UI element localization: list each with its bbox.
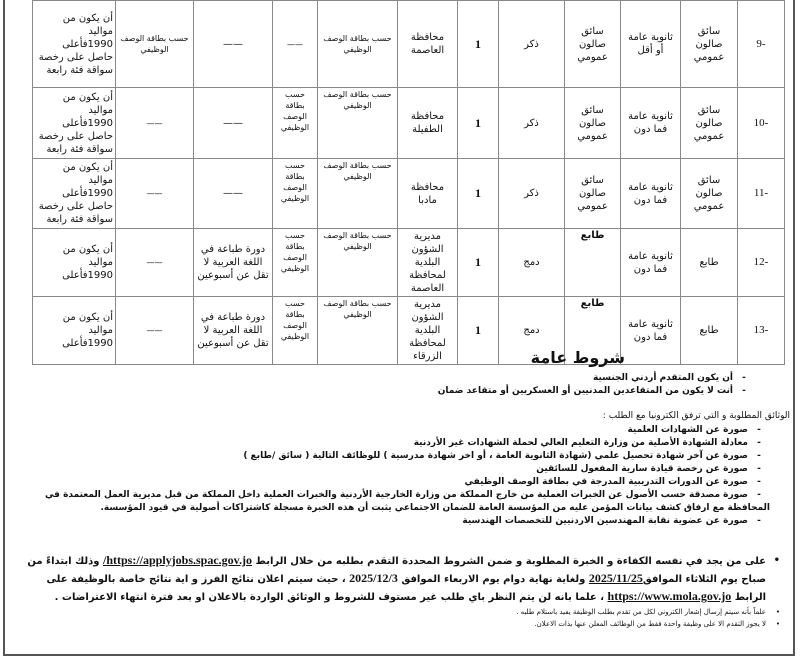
qualification: ثانوية عامة أو أقل [621, 1, 681, 88]
job-title: سائق صالون عمومي [681, 1, 738, 88]
training: —— [273, 1, 318, 88]
conditions: أن يكون من مواليد 1990فأعلى [33, 297, 116, 365]
row-number: -10 [738, 88, 785, 159]
requirements: —— [116, 88, 194, 159]
notice [15, 552, 780, 630]
vacancy-count: 1 [458, 1, 499, 88]
qualification: ثانوية عامة فما دون [621, 297, 681, 365]
mola-link[interactable]: https://www.mola.gov.jo [607, 589, 732, 603]
location: محافظة مادبا [398, 159, 458, 229]
experience: حسب بطاقة الوصف الوظيفي [318, 88, 398, 159]
location: محافظة الطفيلة [398, 88, 458, 159]
conditions: أن يكون من مواليد 1990فأعلى [33, 229, 116, 297]
courses: دورة طباعة في اللغة العربية لا تقل عن أسبوعين [194, 297, 273, 365]
training: حسب بطاقة الوصف الوظيفي [273, 88, 318, 159]
experience: حسب بطاقة الوصف الوظيفي [318, 159, 398, 229]
document-item: - صورة عن آخر شهادة تحصيل علمي (شهادة الثانوية العامة ، أو اخر شهادة مدرسية ) للوظائف التالية ( سائق /طابع ) [10, 450, 770, 463]
job-title: سائق صالون عمومي [681, 88, 738, 159]
document-item: - صورة عن رخصة قيادة سارية المفعول للسائقين [10, 463, 770, 476]
requirements: —— [116, 229, 194, 297]
courses: —— [194, 88, 273, 159]
specialization: طابع [565, 297, 621, 365]
table-row [33, 88, 785, 159]
training: حسب بطاقة الوصف الوظيفي [273, 297, 318, 365]
requirements: —— [116, 159, 194, 229]
specialization: طابع [565, 229, 621, 297]
job-title: طابع [681, 229, 738, 297]
qualification: ثانوية عامة فما دون [621, 88, 681, 159]
document-item: - معادلة الشهادة الأصلية من وزارة التعليم العالي لحملة الشهادات غير الأردنية [10, 437, 770, 450]
note-item: • علماً بأنه سيتم إرسال إشعار الكتروني لكل من تقدم بطلب الوظيفة يفيد باستلام طلبه . [15, 606, 780, 618]
training: حسب بطاقة الوصف الوظيفي [273, 229, 318, 297]
experience: حسب بطاقة الوصف الوظيفي [318, 1, 398, 88]
application-notice [15, 552, 780, 606]
courses: —— [194, 159, 273, 229]
table-row [33, 297, 785, 365]
courses: —— [194, 1, 273, 88]
jobs-table [32, 0, 785, 365]
general-conditions [438, 372, 755, 398]
condition-item: - أن يكون المتقدم أردني الجنسية [438, 372, 755, 385]
gender: ذكر [499, 1, 565, 88]
gender: دمج [499, 297, 565, 365]
row-number: -12 [738, 229, 785, 297]
notice-text: وذلك ابتداءً من صباح يوم الثلاثاء الموافق [27, 556, 766, 585]
job-title: سائق صالون عمومي [681, 159, 738, 229]
general-conditions-title: شروط عامة [530, 348, 625, 367]
experience: حسب بطاقة الوصف الوظيفي [318, 297, 398, 365]
start-date: 2025/11/25 [588, 571, 643, 585]
notice-text: على من يجد في نفسه الكفاءة و الخبرة المطلوبة و ضمن الشروط المحددة التقدم بطلبه من خلال الرابط [255, 556, 766, 567]
gender: ذكر [499, 88, 565, 159]
table-row [33, 159, 785, 229]
condition-item: - أنت لا يكون من المتقاعدين المدنيين أو العسكريين أو متقاعد ضمان [438, 385, 755, 398]
document-item: - صورة عن الدورات التدريبية المدرجة في بطاقة الوصف الوظيفي [10, 476, 770, 489]
apply-link[interactable]: https://applyjobs.spac.gov.jo/ [102, 553, 253, 567]
vacancy-count: 1 [458, 88, 499, 159]
gender: ذكر [499, 159, 565, 229]
location: مديرية الشؤون البلدية لمحافظة الزرقاء [398, 297, 458, 365]
document-item: - صورة عن عضوية نقابة المهندسين الاردنيين للتخصصات الهندسية [10, 515, 770, 528]
row-number: -9 [738, 1, 785, 88]
notice-text: ، حيث سيتم اعلان نتائج الفرز و اية نتائج خاصة بالوظيفة على الرابط [46, 574, 766, 603]
conditions: أن يكون من مواليد 1990فأعلى حاصل على رخصة سواقة فئة رابعة [33, 1, 116, 88]
specialization: سائق صالون عمومي [565, 1, 621, 88]
end-date: 2025/12/3 [349, 571, 398, 585]
conditions: أن يكون من مواليد 1990فأعلى حاصل على رخصة سواقة فئة رابعة [33, 159, 116, 229]
required-documents [10, 408, 790, 528]
row-number: -13 [738, 297, 785, 365]
location: محافظة العاصمة [398, 1, 458, 88]
training: حسب بطاقة الوصف الوظيفي [273, 159, 318, 229]
table-row [33, 1, 785, 88]
courses: دورة طباعة في اللغة العربية لا تقل عن أسبوعين [194, 229, 273, 297]
document-item: - صورة عن الشهادات العلمية [10, 424, 770, 437]
vacancy-count: 1 [458, 229, 499, 297]
experience: حسب بطاقة الوصف الوظيفي [318, 229, 398, 297]
location: مديرية الشؤون البلدية لمحافظة العاصمة [398, 229, 458, 297]
vacancy-count: 1 [458, 297, 499, 365]
document-item: - صورة مصدقة حسب الأصول عن الخبرات العملية من خارج المملكة من وزارة الخارجية الأردنية والخبرات العملية داخل المملكة من قبل مديرية العمل المعتمدة في المحافظة مع ارفاق كشف بيانات المؤمن عليه من المؤسسة العامة للضمان الاجتماعي يثبت أن هذه الخبرة مسجلة كاشتراكات أصولية في قيود المؤسسة. [10, 489, 770, 515]
documents-intro: الوثائق المطلوبة و التي ترفق الكترونيا مع الطلب : [602, 411, 790, 421]
specialization: سائق صالون عمومي [565, 159, 621, 229]
qualification: ثانوية عامة فما دون [621, 229, 681, 297]
specialization: سائق صالون عمومي [565, 88, 621, 159]
note-item: • لا يجوز التقدم الا على وظيفة واحدة فقط من الوظائف المعلن عنها بذات الاعلان. [15, 618, 780, 630]
vacancy-count: 1 [458, 159, 499, 229]
conditions: أن يكون من مواليد 1990فأعلى حاصل على رخصة سواقة فئة رابعة [33, 88, 116, 159]
job-title: طابع [681, 297, 738, 365]
gender: دمج [499, 229, 565, 297]
notice-text: ولغاية نهاية دوام يوم الاربعاء الموافق [401, 574, 586, 585]
requirements: حسب بطاقة الوصف الوظيفي [116, 1, 194, 88]
notice-text: ، علما بانه لن يتم النظر باي طلب غير مستوف للشروط و الوثائق الواردة بالاعلان او بعد فترة انتهاء الاعتراضات . [54, 592, 605, 603]
requirements: —— [116, 297, 194, 365]
table-row [33, 229, 785, 297]
row-number: -11 [738, 159, 785, 229]
qualification: ثانوية عامة فما دون [621, 159, 681, 229]
